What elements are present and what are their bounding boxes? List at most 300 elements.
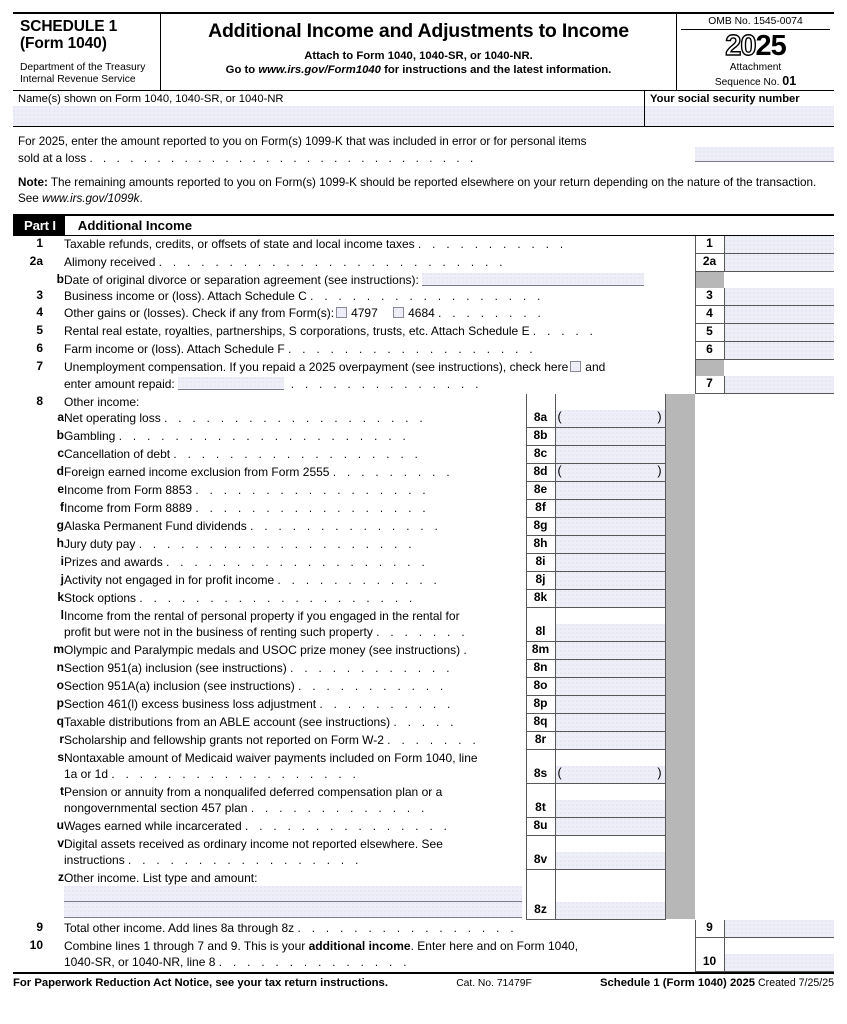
table-row [13, 394, 834, 410]
line-text-emphasis: additional income [308, 938, 411, 953]
no-entry-block [665, 678, 695, 696]
line-letter [43, 766, 64, 784]
line-letter [43, 800, 64, 818]
line-text: Foreign earned income exclusion from Form 2555 [64, 464, 330, 479]
line-description: Income from the rental of personal property if you engaged in the rental for [64, 608, 460, 623]
table-row [13, 272, 834, 288]
repaid-label: enter amount repaid: [64, 376, 175, 391]
sub-line-label: 8z [526, 902, 555, 920]
other-income-writein-input[interactable] [64, 902, 522, 918]
leader-dots: . . . . . . . . . . . . . . . . . . . . [138, 538, 416, 551]
sub-amount-cell [555, 714, 665, 732]
line-number: 9 [36, 919, 43, 934]
table-row [13, 254, 834, 272]
sub-amount-cell [555, 608, 665, 624]
sub-amount-cell [555, 732, 665, 750]
repaid-amount-input[interactable] [178, 377, 284, 390]
line-letter [43, 938, 64, 954]
table-row [13, 750, 834, 766]
dept-line2: Internal Revenue Service [20, 73, 136, 85]
leader-dots: . . . . . . . . . . . [417, 238, 567, 251]
sub-amount-cell [555, 750, 665, 766]
form-footer [13, 972, 834, 989]
line-letter: e [57, 481, 64, 496]
line-letter [43, 323, 64, 341]
line-letter: v [57, 835, 64, 850]
note-end: . [139, 192, 143, 206]
line-number: 7 [36, 359, 43, 374]
schedule-title-line2: (Form 1040) [20, 35, 107, 53]
empty-cell [724, 938, 834, 954]
line-number: 8 [36, 393, 43, 408]
irs-url-link[interactable]: www.irs.gov/Form1040 [258, 64, 381, 76]
empty-cell [724, 446, 834, 464]
line-text: Gambling [64, 428, 116, 443]
line-number [13, 696, 43, 714]
line-letter [43, 376, 64, 394]
empty-cell [695, 482, 724, 500]
line-letter: b [56, 427, 64, 442]
line-description [64, 642, 526, 660]
table-row [13, 376, 834, 394]
table-row [13, 446, 834, 464]
leader-dots: . . . . . . . . . . . . [277, 574, 441, 587]
line-number [13, 608, 43, 624]
amount-cell [724, 305, 834, 323]
line-text: Alimony received [64, 254, 156, 269]
line-description: Pension or annuity from a nonqualifed deferred compensation plan or a [64, 784, 443, 799]
table-row [13, 410, 834, 428]
table-row [13, 714, 834, 732]
leader-dots: . . . . . . . . . . . . . . . . . . [288, 344, 537, 357]
line-number [13, 500, 43, 518]
leader-dots: . . . . . . . . . . . . . . . . . . [173, 448, 422, 461]
negative-paren-close: ) [657, 410, 662, 425]
empty-cell [724, 732, 834, 750]
divorce-date-input[interactable] [422, 273, 644, 286]
line-letter [43, 341, 64, 359]
line-description: Other income. List type and amount: [64, 870, 258, 885]
goto-suffix: for instructions and the latest information. [380, 64, 612, 76]
line-number [13, 784, 43, 800]
sub-amount-cell [555, 590, 665, 608]
sub-amount-cell [555, 766, 665, 784]
sub-line-label [526, 608, 555, 624]
line-description [64, 696, 526, 714]
table-row [13, 236, 834, 254]
line-text: Rental real estate, royalties, partnerships, S corporations, trusts, etc. Attach Schedule E [64, 324, 530, 339]
line-description [64, 678, 526, 696]
leader-dots: . . . . . . . . . . . . . . . . . . . [166, 556, 429, 569]
sub-amount-input[interactable] [556, 554, 665, 571]
empty-cell [695, 696, 724, 714]
amount-cell [724, 254, 834, 272]
line-text: Stock options [64, 590, 137, 605]
line-number: 3 [36, 287, 43, 302]
sub-line-label [526, 886, 555, 902]
checkbox-form-4684[interactable] [393, 307, 404, 318]
empty-cell [724, 660, 834, 678]
sub-line-label: 8d [526, 464, 555, 482]
sub-amount-input[interactable] [556, 714, 665, 731]
leader-dots: . . . . . . . . . . . . . . . . . [128, 854, 363, 867]
empty-cell [724, 500, 834, 518]
leader-dots: . . . . . . . . . . . . . . [250, 520, 442, 533]
schedule-title-line1: SCHEDULE 1 [20, 18, 118, 35]
empty-cell [695, 766, 724, 784]
tax-year [681, 32, 830, 61]
empty-cell [695, 428, 724, 446]
line-number [13, 836, 43, 852]
empty-cell [695, 852, 724, 870]
no-entry-block [665, 500, 695, 518]
line-description: Other income: [64, 394, 140, 409]
empty-cell [695, 660, 724, 678]
tax-year-yy: 25 [755, 30, 786, 62]
sub-line-label: 8q [526, 714, 555, 732]
line-letter: a [57, 410, 64, 425]
line-letter: t [60, 783, 64, 798]
negative-paren-open: ( [557, 410, 562, 425]
line-letter: h [56, 535, 64, 550]
no-entry-block [695, 272, 724, 288]
sub-amount-input[interactable] [556, 678, 665, 695]
empty-cell [724, 554, 834, 572]
leader-dots: . . . . . . . . . . [319, 698, 455, 711]
sub-line-label: 8c [526, 446, 555, 464]
leader-dots: . . . . . . . . . . . . . . . . [297, 922, 518, 935]
line-text: Cancellation of debt [64, 446, 171, 461]
sub-amount-cell [555, 394, 665, 410]
line-number [13, 272, 43, 288]
leader-dots: . . . . . . . . . . . . . . . . . [195, 502, 430, 515]
empty-cell [695, 394, 724, 410]
no-entry-block [665, 642, 695, 660]
empty-cell [724, 410, 834, 428]
amount-cell [724, 376, 834, 394]
empty-cell [724, 608, 834, 624]
table-row [13, 954, 834, 972]
amount-input[interactable] [725, 954, 835, 971]
dept-line1: Department of the Treasury [20, 61, 146, 73]
sub-line-label: 8m [526, 642, 555, 660]
leader-dots: . . . . . . . . . . . . . . . . . [195, 484, 430, 497]
amount-cell [724, 954, 834, 972]
line-number: 10 [29, 937, 43, 952]
schedule-identifier [13, 14, 161, 90]
checkbox-4797-label: 4797 [351, 306, 378, 321]
line-number-continued [13, 852, 43, 870]
line-description-continued [64, 886, 526, 902]
empty-cell [695, 608, 724, 624]
empty-cell [724, 750, 834, 766]
sub-amount-cell [555, 696, 665, 714]
line-letter [43, 852, 64, 870]
line-description [64, 323, 695, 341]
line-description [64, 359, 695, 375]
amount-line-label: 5 [695, 323, 724, 341]
goto-instruction [165, 64, 672, 76]
form-header [13, 12, 834, 91]
negative-paren-open: ( [557, 464, 562, 479]
sub-amount-input[interactable] [556, 624, 665, 641]
footer-schedule-name: Schedule 1 (Form 1040) 2025 [599, 976, 756, 989]
line-description: Nontaxable amount of Medicaid waiver payments included on Form 1040, line [64, 750, 478, 765]
empty-cell [695, 886, 724, 902]
sub-amount-input[interactable] [556, 696, 665, 713]
line-text: Date of original divorce or separation agreement (see instructions): [64, 272, 419, 287]
1099k-text-line1: For 2025, enter the amount reported to you on Form(s) 1099-K that was included in error or for personal items [18, 135, 587, 149]
sub-amount-input[interactable] [556, 410, 665, 427]
line-letter: f [60, 499, 64, 514]
leader-dots: . . . . . . . . . . . . . . [218, 956, 411, 969]
table-row [13, 800, 834, 818]
amount-input[interactable] [725, 288, 835, 305]
line-text: Scholarship and fellowship grants not reported on Form W-2 [64, 732, 384, 747]
line-number [13, 536, 43, 554]
part-1-title: Additional Income [77, 217, 193, 233]
table-row [13, 341, 834, 359]
omb-number: OMB No. 1545-0074 [681, 16, 830, 30]
sub-amount-cell [555, 784, 665, 800]
empty-cell [724, 784, 834, 800]
sub-amount-input[interactable] [556, 500, 665, 517]
line-text: Business income or (loss). Attach Schedule C [64, 288, 307, 303]
table-row [13, 920, 834, 938]
footer-form-id [600, 977, 834, 989]
line-text-line2: 1a or 1d [64, 767, 109, 782]
line-number [13, 660, 43, 678]
checkbox-form-4797[interactable] [336, 307, 347, 318]
line-letter [43, 902, 64, 920]
sub-amount-cell [555, 428, 665, 446]
amount-line-label: 1 [695, 236, 724, 254]
1099k-note [13, 168, 834, 214]
sub-amount-input[interactable] [556, 902, 665, 919]
line-description [64, 536, 526, 554]
line-text-line2: profit but were not in the business of renting such property [64, 625, 373, 640]
line-description [64, 714, 526, 732]
1099k-url-link[interactable]: www.irs.gov/1099k [42, 192, 140, 206]
line-number: 1 [36, 235, 43, 250]
sub-amount-input[interactable] [556, 482, 665, 499]
line-letter [43, 254, 64, 272]
line-text-line2: nongovernmental section 457 plan [64, 801, 248, 815]
sub-amount-input[interactable] [556, 590, 665, 607]
line-letter: p [56, 695, 64, 710]
part-1-label: Part I [13, 216, 65, 235]
amount-input[interactable] [725, 376, 835, 393]
sub-amount-cell [555, 886, 665, 902]
sub-amount-input[interactable] [556, 536, 665, 553]
no-entry-block [665, 482, 695, 500]
1099k-text-line2: sold at a loss [18, 152, 87, 166]
amount-input[interactable] [725, 236, 835, 253]
empty-cell [695, 818, 724, 836]
name-label: Name(s) shown on Form 1040, 1040-SR, or 1040-NR [18, 93, 284, 106]
empty-cell [695, 464, 724, 482]
line-description [64, 341, 695, 359]
no-entry-block [665, 886, 695, 902]
line-description-continued [64, 376, 695, 394]
amount-line-label: 9 [695, 920, 724, 938]
checkbox-repaid-overpayment[interactable] [570, 361, 581, 372]
sub-amount-cell [555, 852, 665, 870]
table-row [13, 766, 834, 784]
table-row [13, 902, 834, 920]
empty-cell [695, 446, 724, 464]
line-text: Net operating loss [64, 411, 161, 426]
table-row [13, 536, 834, 554]
line-text: Section 951A(a) inclusion (see instructions) [64, 678, 295, 693]
line-letter: g [56, 517, 64, 532]
sub-amount-input[interactable] [556, 660, 665, 677]
leader-dots: . . . . . . . . . . . . . . . . . . [111, 769, 360, 782]
line-text: Section 461(l) excess business loss adjustment [64, 696, 317, 711]
empty-cell [695, 678, 724, 696]
other-income-writein-input[interactable] [64, 886, 522, 902]
issuing-agency [20, 62, 154, 86]
no-entry-block [665, 446, 695, 464]
no-entry-block [665, 732, 695, 750]
name-field-group [13, 91, 645, 126]
sub-amount-input[interactable] [556, 464, 665, 481]
line-number [13, 464, 43, 482]
table-row [13, 938, 834, 954]
no-entry-block [665, 800, 695, 818]
sub-amount-input[interactable] [556, 428, 665, 445]
leader-dots: . . . . . . . [376, 627, 469, 640]
line-description-continued [64, 954, 695, 972]
sub-line-label [526, 784, 555, 800]
line-description [64, 572, 526, 590]
empty-cell [724, 800, 834, 818]
sequence-number: 01 [782, 73, 797, 88]
line-number-continued [13, 800, 43, 818]
sub-amount-input[interactable] [556, 446, 665, 463]
1099k-amount-group [695, 134, 834, 162]
no-entry-block [665, 410, 695, 428]
line-letter [43, 236, 64, 254]
line-description-continued [64, 766, 526, 784]
line-description-continued [64, 852, 526, 870]
negative-paren-open: ( [557, 766, 562, 781]
line-description-continued [64, 624, 526, 642]
amount-input[interactable] [725, 920, 835, 937]
sub-amount-cell [555, 902, 665, 920]
line-number [13, 590, 43, 608]
line-text-a: Combine lines 1 through 7 and 9. This is your [64, 938, 309, 953]
empty-cell [724, 464, 834, 482]
no-entry-block [665, 766, 695, 784]
sub-amount-input[interactable] [556, 852, 665, 869]
line-letter: k [57, 589, 64, 604]
amount-input[interactable] [725, 324, 835, 341]
name-input[interactable] [13, 106, 644, 126]
empty-cell [695, 624, 724, 642]
line-letter: j [60, 571, 64, 586]
empty-cell [724, 642, 834, 660]
empty-cell [724, 852, 834, 870]
1099k-amount-input[interactable] [695, 147, 834, 162]
line-description [64, 938, 695, 954]
line-letter: l [60, 607, 64, 622]
sub-line-label: 8j [526, 572, 555, 590]
empty-cell [724, 272, 834, 288]
attach-instruction: Attach to Form 1040, 1040-SR, or 1040-NR. [304, 50, 533, 62]
line-description [64, 236, 695, 254]
table-row [13, 323, 834, 341]
empty-cell [695, 732, 724, 750]
line-letter [43, 886, 64, 902]
amount-input[interactable] [725, 306, 835, 323]
no-entry-block [665, 902, 695, 920]
amount-cell [724, 341, 834, 359]
line-description [64, 446, 526, 464]
sub-amount-cell [555, 410, 665, 428]
line-description [64, 482, 526, 500]
line-letter: i [60, 553, 64, 568]
line-number [13, 446, 43, 464]
empty-cell [695, 518, 724, 536]
line-letter: s [57, 749, 64, 764]
no-entry-block [665, 624, 695, 642]
table-row [13, 852, 834, 870]
sub-amount-input[interactable] [556, 642, 665, 659]
empty-cell [724, 536, 834, 554]
line-number [13, 410, 43, 428]
sub-amount-input[interactable] [556, 572, 665, 589]
no-entry-block [665, 394, 695, 410]
empty-cell [724, 394, 834, 410]
sub-line-label: 8t [526, 800, 555, 818]
line-text: Section 951(a) inclusion (see instructions) [64, 660, 287, 675]
sub-amount-input[interactable] [556, 766, 665, 783]
amount-input[interactable] [725, 342, 835, 359]
empty-cell [695, 554, 724, 572]
sub-amount-cell [555, 536, 665, 554]
ssn-input[interactable] [645, 106, 834, 126]
table-row [13, 608, 834, 624]
amount-line-label: 4 [695, 305, 724, 323]
table-row [13, 696, 834, 714]
no-entry-block [665, 836, 695, 852]
line-number-continued [13, 376, 43, 394]
line-text: Olympic and Paralympic medals and USOC prize money (see instructions) [64, 642, 461, 657]
no-entry-block [665, 750, 695, 766]
taxpayer-identity-row [13, 91, 834, 127]
line-letter: b [56, 271, 64, 286]
totals-table [13, 920, 834, 972]
sub-amount-input[interactable] [556, 800, 665, 817]
table-row [13, 554, 834, 572]
attachment-sequence [681, 62, 830, 88]
line-text: Prizes and awards [64, 554, 163, 569]
line-number [13, 428, 43, 446]
empty-cell [695, 800, 724, 818]
sub-amount-input[interactable] [556, 732, 665, 749]
line-text: Alaska Permanent Fund dividends [64, 518, 247, 533]
no-entry-block [665, 464, 695, 482]
empty-cell [695, 536, 724, 554]
empty-cell [724, 572, 834, 590]
empty-cell [695, 590, 724, 608]
amount-input[interactable] [725, 254, 835, 271]
sub-amount-cell [555, 482, 665, 500]
empty-cell [724, 870, 834, 886]
sub-amount-input[interactable] [556, 818, 665, 835]
sub-amount-input[interactable] [556, 518, 665, 535]
